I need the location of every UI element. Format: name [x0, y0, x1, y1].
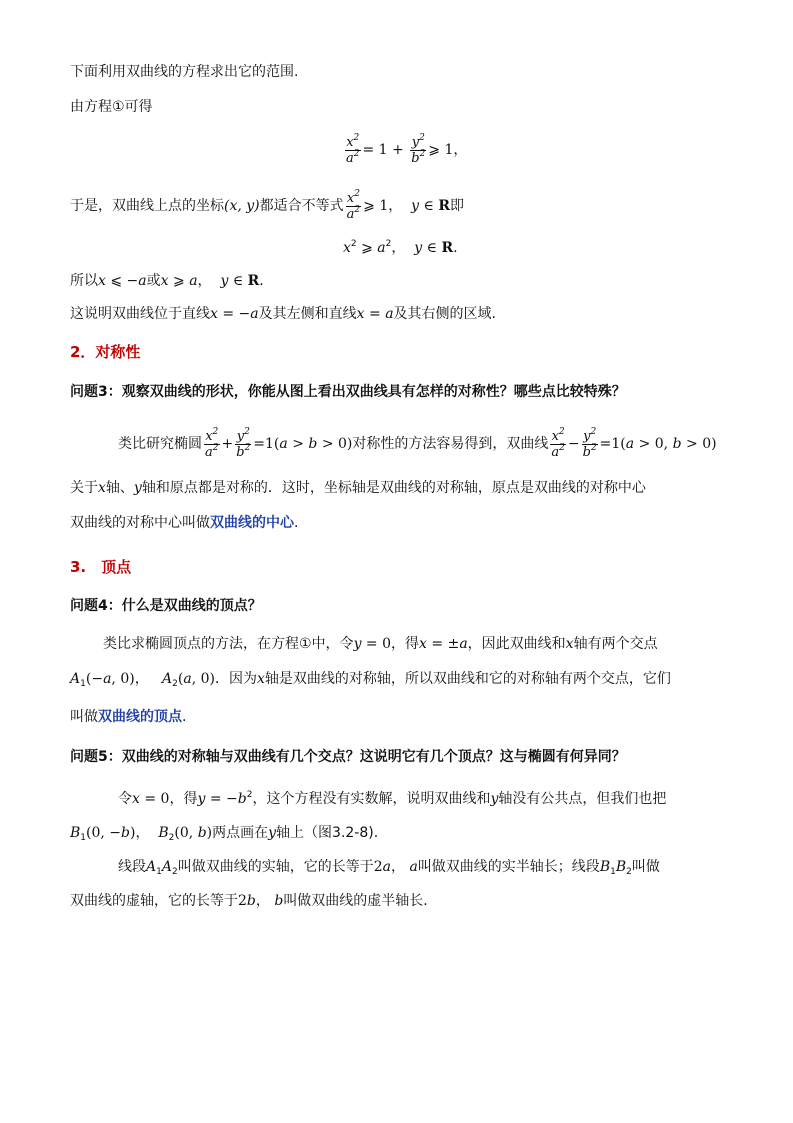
- paragraph-imaginary-axis: 双曲线的虚轴，它的长等于2b， b叫做双曲线的虚半轴长.: [70, 893, 428, 909]
- question-5: 问题5：双曲线的对称轴与双曲线有几个交点？这说明它有几个顶点？这与椭圆有何异同？: [70, 749, 626, 765]
- paragraph-vertex-method: 类比求椭圆顶点的方法，在方程①中，令y = 0，得x = ±a，因此双曲线和x轴有两个交点: [103, 636, 658, 652]
- term-hyperbola-center: 双曲线的中心: [210, 515, 294, 531]
- paragraph-center: 双曲线的对称中心叫做双曲线的中心.: [70, 515, 299, 531]
- paragraph-range-intro: 下面利用双曲线的方程求出它的范围.: [70, 64, 299, 80]
- paragraph-region: 这说明双曲线位于直线x = −a及其左侧和直线x = a及其右侧的区域.: [70, 306, 496, 322]
- paragraph-vertex-term: 叫做双曲线的顶点.: [70, 709, 187, 725]
- section-heading-symmetry: 2．对称性: [70, 343, 141, 361]
- paragraph-symmetry-analogy: 类比研究椭圆 $\frac{x^2}{a^2}$ + $\frac{y^2}{b^2}$ =1(a > b > 0)对称性的方法容易得到，双曲线 $\frac{x^2}{a^2}$ − $\frac{y^2}{b^2}$ =1(a > 0, b > 0): [118, 426, 717, 460]
- paragraph-real-axis: 线段$A_1A_2$叫做双曲线的实轴，它的长等于2a， a叫做双曲线的实半轴长；线段$B_1B_2$叫做: [118, 859, 660, 877]
- paragraph-b-points: $B_1(0$, −b)， $B_2(0$, b)两点画在y轴上（图3.2-8).: [70, 825, 379, 843]
- paragraph-from-equation: 由方程①可得: [70, 99, 153, 115]
- paragraph-coordinates: 于是，双曲线上点的坐标(x, y)都适合不等式 $\frac{x^2}{a^2}$ ⩾ 1， y ∈ R即: [70, 188, 464, 222]
- paragraph-symmetric-axes: 关于x轴、y轴和原点都是对称的．这时，坐标轴是双曲线的对称轴，原点是双曲线的对称中心: [70, 480, 646, 496]
- question-3: 问题3：观察双曲线的形状，你能从图上看出双曲线具有怎样的对称性？哪些点比较特殊？: [70, 384, 626, 400]
- term-hyperbola-vertex: 双曲线的顶点: [98, 709, 182, 725]
- formula-inequality-2: $x^2$ ⩾ $a^2$， y ∈ R.: [343, 239, 458, 256]
- paragraph-intersection-points: $A_1(-a$, 0)， $A_2(a$, 0)．因为x轴是双曲线的对称轴，所以双曲线和它的对称轴有两个交点，它们: [70, 671, 671, 689]
- section-heading-vertex: 3. 顶点: [70, 558, 132, 576]
- paragraph-y-axis-no-intersection: 令x = 0，得$y = -b^2$，这个方程没有实数解，说明双曲线和y轴没有公共点，但我们也把: [118, 790, 667, 807]
- formula-inequality-1: $\frac{x^2}{a^2}$ = 1 + $\frac{y^2}{b^2}$ ⩾ 1，: [346, 132, 468, 166]
- question-4: 问题4：什么是双曲线的顶点？: [70, 598, 262, 614]
- paragraph-so-x-range: 所以x ⩽ −a或x ⩾ a， y ∈ R.: [70, 273, 264, 289]
